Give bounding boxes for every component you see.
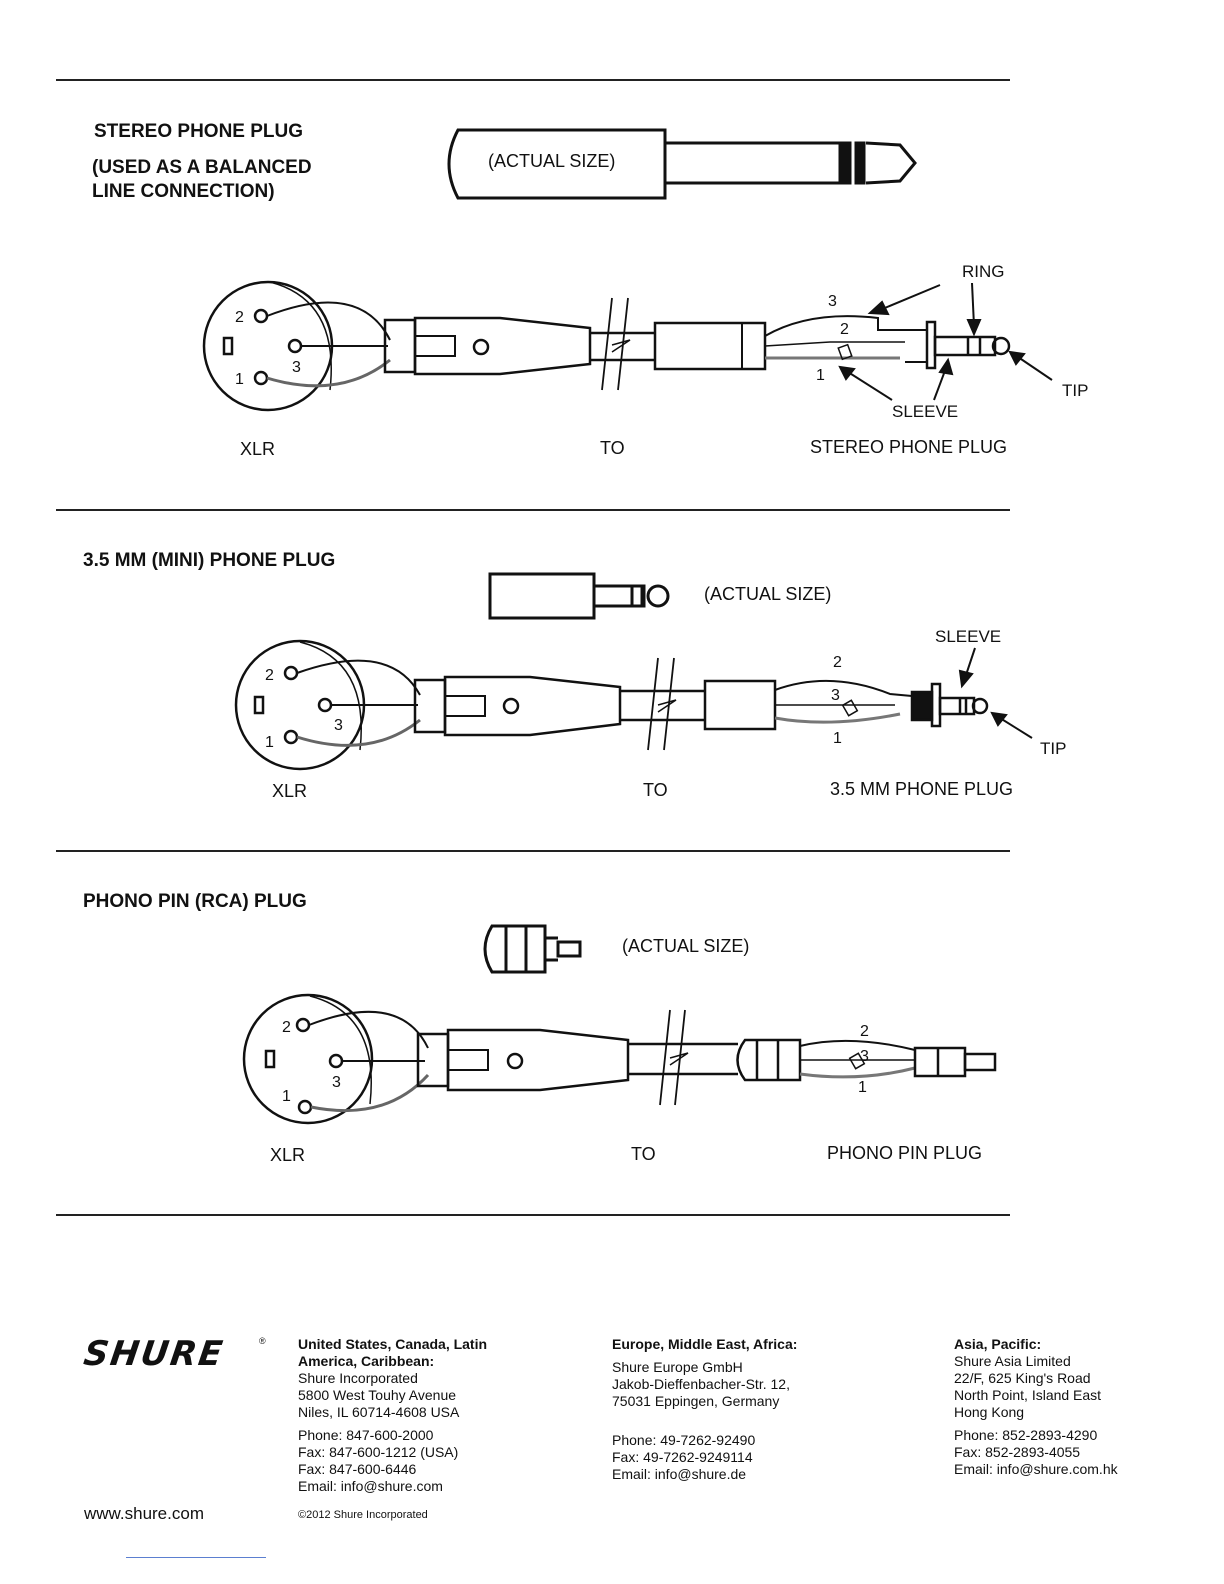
footer-underline — [126, 1557, 266, 1558]
mini-actual-size-label: (ACTUAL SIZE) — [704, 584, 832, 604]
footer-region-europe — [612, 1336, 797, 1483]
address-line: Shure Europe GmbH — [612, 1359, 743, 1375]
stereo-actual-size-label: (ACTUAL SIZE) — [488, 151, 616, 171]
xlr-pin-1-label: 1 — [265, 734, 274, 751]
bottom-label-xlr: XLR — [272, 781, 308, 801]
mini-callout-arrows — [960, 648, 1032, 738]
xlr-pin-2-label: 2 — [265, 667, 274, 684]
bottom-label-xlr: XLR — [240, 439, 276, 459]
mini-plug-diagram — [0, 560, 1224, 810]
address-line: Hong Kong — [954, 1404, 1025, 1420]
fax-line: Fax: 847-600-1212 (USA) — [298, 1444, 459, 1460]
rca-plug-diagram — [0, 910, 1224, 1170]
shure-logo: SHURE — [81, 1334, 227, 1374]
plug-wire-3-label: 3 — [828, 293, 837, 310]
xlr-pin-2-label: 2 — [282, 1019, 291, 1036]
region-heading: Europe, Middle East, Africa: — [612, 1336, 798, 1352]
section-subtitle-stereo-1: (USED AS A BALANCED — [92, 157, 312, 178]
plug-wire-3-label: 3 — [831, 687, 840, 704]
region-heading: United States, Canada, Latin — [298, 1336, 488, 1352]
ring-callout: RING — [962, 262, 1005, 281]
address-line: Jakob-Dieffenbacher-Str. 12, — [612, 1376, 790, 1392]
sleeve-callout: SLEEVE — [935, 627, 1002, 646]
address-line: Shure Incorporated — [298, 1370, 418, 1386]
bottom-label-to: TO — [631, 1144, 656, 1164]
section-title-rca: PHONO PIN (RCA) PLUG — [83, 891, 307, 912]
bottom-label-to: TO — [600, 438, 625, 458]
tip-callout: TIP — [1062, 381, 1089, 400]
phone-line: Phone: 49-7262-92490 — [612, 1432, 756, 1448]
divider-2 — [56, 850, 1010, 852]
rca-plug-actual-size-drawing — [485, 926, 580, 972]
region-heading: Asia, Pacific: — [954, 1336, 1042, 1352]
plug-wire-1-label: 1 — [858, 1079, 867, 1096]
plug-wire-3-label: 3 — [860, 1048, 869, 1065]
footer-region-asia — [954, 1336, 1118, 1478]
email-line: Email: info@shure.de — [612, 1466, 747, 1482]
tip-callout: TIP — [1040, 739, 1067, 758]
xlr-connector-rca — [244, 995, 995, 1123]
stereo-plug-diagram — [0, 0, 1224, 500]
phone-line: Phone: 847-600-2000 — [298, 1427, 434, 1443]
bottom-label-stereo-plug: STEREO PHONE PLUG — [810, 437, 1008, 457]
xlr-pin-3-label: 3 — [292, 359, 301, 376]
plug-wire-2-label: 2 — [860, 1023, 869, 1040]
plug-wire-1-label: 1 — [833, 730, 842, 747]
divider-bottom — [56, 1214, 1010, 1216]
address-line: 5800 West Touhy Avenue — [298, 1387, 457, 1403]
plug-wire-1-label: 1 — [816, 367, 825, 384]
sleeve-callout: SLEEVE — [892, 402, 959, 421]
copyright-text: ©2012 Shure Incorporated — [298, 1509, 428, 1521]
address-line: Niles, IL 60714-4608 USA — [298, 1404, 460, 1420]
email-line: Email: info@shure.com.hk — [954, 1461, 1118, 1477]
fax-line: Fax: 852-2893-4055 — [954, 1444, 1081, 1460]
section-title-mini: 3.5 MM (MINI) PHONE PLUG — [83, 550, 336, 571]
rca-actual-size-label: (ACTUAL SIZE) — [622, 936, 750, 956]
plug-wire-2-label: 2 — [840, 321, 849, 338]
section-title-stereo: STEREO PHONE PLUG — [94, 121, 304, 142]
xlr-pin-3-label: 3 — [332, 1074, 341, 1091]
email-line: Email: info@shure.com — [298, 1478, 443, 1494]
xlr-pin-1-label: 1 — [235, 371, 244, 388]
bottom-label-xlr: XLR — [270, 1145, 306, 1165]
address-line: North Point, Island East — [954, 1387, 1102, 1403]
footer-region-americas — [298, 1336, 487, 1495]
address-line: Shure Asia Limited — [954, 1353, 1071, 1369]
address-line: 22/F, 625 King's Road — [954, 1370, 1091, 1386]
xlr-pin-1-label: 1 — [282, 1088, 291, 1105]
region-heading: America, Caribbean: — [298, 1353, 435, 1369]
plug-wire-2-label: 2 — [833, 654, 842, 671]
bottom-label-mini-plug: 3.5 MM PHONE PLUG — [830, 779, 1014, 799]
section-subtitle-stereo-2: LINE CONNECTION) — [92, 181, 275, 202]
fax-line: Fax: 847-600-6446 — [298, 1461, 417, 1477]
address-line: 75031 Eppingen, Germany — [612, 1393, 780, 1409]
bottom-label-to: TO — [643, 780, 668, 800]
xlr-connector-stereo — [204, 282, 1009, 410]
mini-plug-actual-size-drawing — [490, 574, 668, 618]
phone-line: Phone: 852-2893-4290 — [954, 1427, 1098, 1443]
xlr-pin-3-label: 3 — [334, 717, 343, 734]
divider-1 — [56, 509, 1010, 511]
website-link[interactable]: www.shure.com — [84, 1504, 204, 1523]
bottom-label-phono-plug: PHONO PIN PLUG — [827, 1143, 983, 1163]
xlr-connector-mini — [236, 641, 987, 769]
fax-line: Fax: 49-7262-9249114 — [612, 1449, 753, 1465]
registered-mark-icon: ® — [259, 1336, 266, 1346]
xlr-pin-2-label: 2 — [235, 309, 244, 326]
